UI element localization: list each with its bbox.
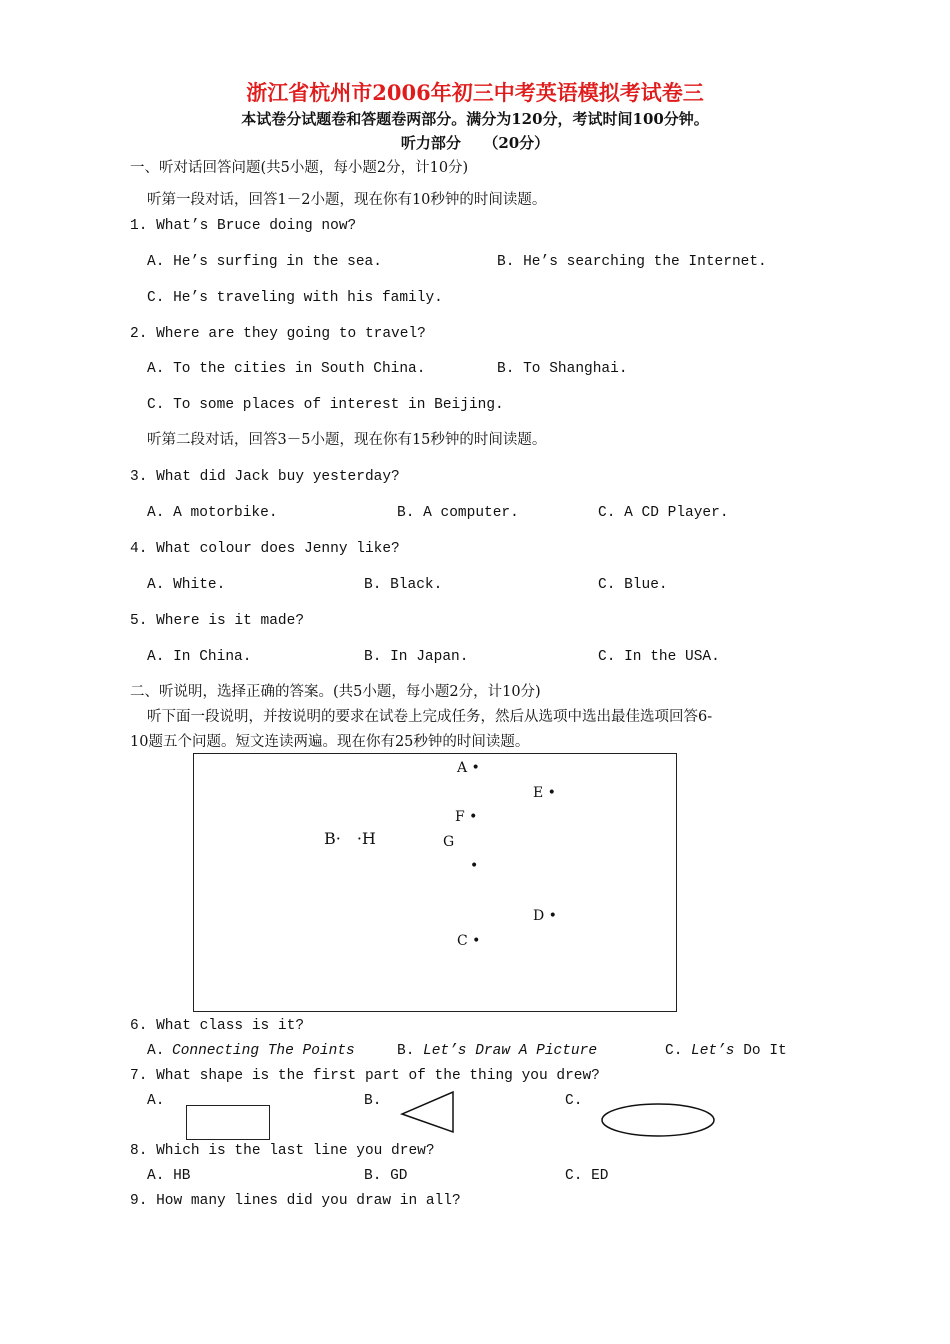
q8-option-a: A. HB <box>147 1168 191 1184</box>
points-diagram-box <box>193 753 677 1012</box>
q6-option-a-prefix: A. <box>147 1043 165 1059</box>
part1-instruction-1: 听第一段对话，回答1－2小题，现在你有10秒钟的时间读题。 <box>147 192 547 208</box>
exam-instructions: 本试卷分试题卷和答题卷两部分。满分为120分，考试时间100分钟。 <box>241 110 709 128</box>
question-8: 8. Which is the last line you drew? <box>130 1143 435 1159</box>
q1-option-b: B. He’s searching the Internet. <box>497 254 767 270</box>
q6-option-c-italic: Let’s <box>691 1043 735 1059</box>
question-9: 9. How many lines did you draw in all? <box>130 1193 461 1209</box>
q2-option-c: C. To some places of interest in Beijing. <box>147 397 504 413</box>
q1-option-c: C. He’s traveling with his family. <box>147 290 443 306</box>
triangle-icon <box>400 1090 460 1135</box>
q8-option-c: C. ED <box>565 1168 609 1184</box>
q3-option-b: B. A computer. <box>397 505 519 521</box>
q3-option-a: A. A motorbike. <box>147 505 278 521</box>
part2-instruction-line2: 10题五个问题。短文连读两遍。现在你有25秒钟的时间读题。 <box>130 734 530 750</box>
q6-option-b: Let’s Draw A Picture <box>423 1043 598 1059</box>
point-d-label: D • <box>533 908 557 924</box>
q5-option-a: A. In China. <box>147 649 252 665</box>
q3-option-c: C. A CD Player. <box>598 505 729 521</box>
part2-instruction-line1: 听下面一段说明，并按说明的要求在试卷上完成任务，然后从选项中选出最佳选项回答6- <box>147 709 713 725</box>
q4-option-c: C. Blue. <box>598 577 668 593</box>
part1-heading: 一、听对话回答问题(共5小题，每小题2分，计10分) <box>130 160 469 176</box>
point-f-label: F • <box>455 809 478 825</box>
question-1: 1. What’s Bruce doing now? <box>130 218 357 234</box>
part2-heading: 二、听说明，选择正确的答案。(共5小题，每小题2分，计10分) <box>130 684 541 700</box>
q6-option-c-rest: Do It <box>734 1043 787 1059</box>
rectangle-icon <box>186 1105 270 1140</box>
q1-option-a: A. He’s surfing in the sea. <box>147 254 382 270</box>
ellipse-icon <box>600 1102 718 1140</box>
q6-option-c-prefix: C. <box>665 1043 683 1059</box>
q6-option-a: Connecting The Points <box>172 1043 355 1059</box>
point-c-label: C • <box>457 933 481 949</box>
question-3: 3. What did Jack buy yesterday? <box>130 469 400 485</box>
q7-option-a: A. <box>147 1093 165 1109</box>
question-7: 7. What shape is the first part of the thing you drew? <box>130 1068 600 1084</box>
question-5: 5. Where is it made? <box>130 613 305 629</box>
point-e-label: E • <box>533 785 556 801</box>
point-a-label: A • <box>457 760 480 776</box>
part1-instruction-2: 听第二段对话，回答3－5小题，现在你有15秒钟的时间读题。 <box>147 432 547 448</box>
q6-option-c <box>691 1042 787 1060</box>
question-4: 4. What colour does Jenny like? <box>130 541 400 557</box>
q2-option-b: B. To Shanghai. <box>497 361 628 377</box>
listening-section-title: 听力部分 （20分） <box>400 134 550 152</box>
q5-option-b: B. In Japan. <box>364 649 469 665</box>
question-6: 6. What class is it? <box>130 1018 305 1034</box>
page-title: 浙江省杭州市2006年初三中考英语模拟考试卷三 <box>246 80 704 105</box>
q4-option-a: A. White. <box>147 577 226 593</box>
point-g-dot: • <box>470 858 479 874</box>
q8-option-b: B. GD <box>364 1168 408 1184</box>
question-2: 2. Where are they going to travel? <box>130 326 426 342</box>
q2-option-a: A. To the cities in South China. <box>147 361 426 377</box>
point-g-label: G <box>443 834 455 850</box>
q7-option-b: B. <box>364 1093 382 1109</box>
point-b-h-label: B· ·H <box>324 829 376 848</box>
q5-option-c: C. In the USA. <box>598 649 720 665</box>
q6-option-b-prefix: B. <box>397 1043 415 1059</box>
q4-option-b: B. Black. <box>364 577 443 593</box>
q7-option-c: C. <box>565 1093 583 1109</box>
